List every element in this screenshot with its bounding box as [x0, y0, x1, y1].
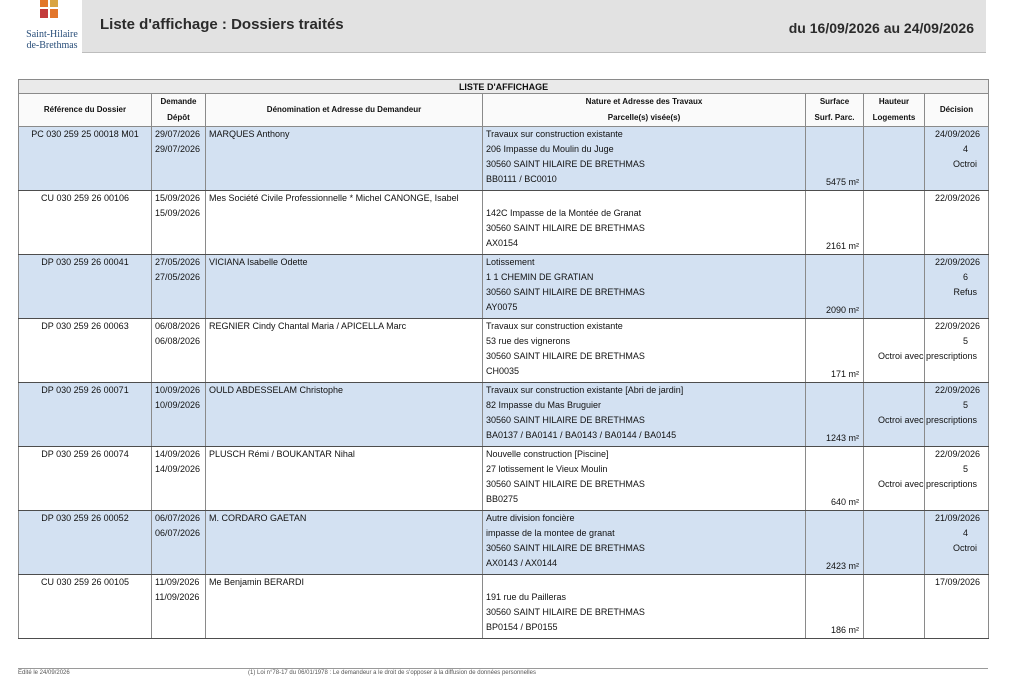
cell-demande-depot: 10/09/2026 10/09/2026 — [152, 383, 206, 447]
cell-demande-depot: 11/09/2026 11/09/2026 — [152, 575, 206, 639]
table-row — [19, 127, 989, 191]
footer-note: (1) Loi n°78-17 du 06/01/1978 : Le demandeur a le droit de s'opposer à la diffusion de données personnelles — [248, 670, 536, 676]
cell-surface: 640 m² — [806, 447, 864, 511]
cell-decision: 21/09/2026 4 Octroi — [925, 511, 989, 575]
cell-surface: 2090 m² — [806, 255, 864, 319]
cell-surface: 2161 m² — [806, 191, 864, 255]
cell-nature: Autre division foncière impasse de la montee de granat 30560 SAINT HILAIRE DE BRETHMAS AX0143 / AX0144 — [483, 511, 806, 575]
table-row — [19, 447, 989, 511]
cell-nature: 191 rue du Pailleras 30560 SAINT HILAIRE DE BRETHMAS BP0154 / BP0155 — [483, 575, 806, 639]
cell-hauteur — [864, 575, 925, 639]
cell-decision: 22/09/2026 6 Refus — [925, 255, 989, 319]
cell-reference: CU 030 259 26 00106 — [19, 191, 152, 255]
cell-surface: 5475 m² — [806, 127, 864, 191]
town-logo — [16, 0, 82, 56]
table-row — [19, 255, 989, 319]
cell-decision: 22/09/2026 5 Octroi avec prescriptions — [925, 319, 989, 383]
cell-surface: 171 m² — [806, 319, 864, 383]
cell-reference: DP 030 259 26 00052 — [19, 511, 152, 575]
cell-surface: 2423 m² — [806, 511, 864, 575]
table-row — [19, 383, 989, 447]
document-title: Liste d'affichage : Dossiers traités — [100, 16, 344, 33]
cell-reference: DP 030 259 26 00074 — [19, 447, 152, 511]
cell-denomination: VICIANA Isabelle Odette — [206, 255, 483, 319]
table-title: LISTE D'AFFICHAGE — [19, 80, 989, 94]
footer-edited: Edité le 24/09/2026 — [18, 670, 70, 676]
cell-nature: Travaux sur construction existante 206 Impasse du Moulin du Juge 30560 SAINT HILAIRE DE BRETHMAS BB0111 / BC0010 — [483, 127, 806, 191]
cell-reference: DP 030 259 26 00041 — [19, 255, 152, 319]
cell-demande-depot: 29/07/2026 29/07/2026 — [152, 127, 206, 191]
table-row — [19, 319, 989, 383]
header-surface: Surface Surf. Parc. — [806, 94, 864, 127]
cell-demande-depot: 27/05/2026 27/05/2026 — [152, 255, 206, 319]
cell-nature: 142C Impasse de la Montée de Granat 30560 SAINT HILAIRE DE BRETHMAS AX0154 — [483, 191, 806, 255]
date-range: du 16/09/2026 au 24/09/2026 — [788, 20, 974, 36]
cell-demande-depot: 15/09/2026 15/09/2026 — [152, 191, 206, 255]
cell-decision: 22/09/2026 — [925, 191, 989, 255]
cell-hauteur — [864, 127, 925, 191]
header-decision: Décision — [925, 94, 989, 127]
cell-nature: Travaux sur construction existante 53 rue des vignerons 30560 SAINT HILAIRE DE BRETHMAS CH0035 — [483, 319, 806, 383]
table-row — [19, 191, 989, 255]
cell-reference: DP 030 259 26 00063 — [19, 319, 152, 383]
header-demande: Demande Dépôt — [152, 94, 206, 127]
table-row — [19, 575, 989, 639]
cell-reference: CU 030 259 26 00105 — [19, 575, 152, 639]
cell-surface: 186 m² — [806, 575, 864, 639]
cell-denomination: OULD ABDESSELAM Christophe — [206, 383, 483, 447]
header-nature: Nature et Adresse des Travaux Parcelle(s) visée(s) — [483, 94, 806, 127]
cell-denomination: Me Benjamin BERARDI — [206, 575, 483, 639]
cell-denomination: PLUSCH Rémi / BOUKANTAR Nihal — [206, 447, 483, 511]
cell-reference: DP 030 259 26 00071 — [19, 383, 152, 447]
cell-demande-depot: 06/07/2026 06/07/2026 — [152, 511, 206, 575]
logo-emblem-icon — [40, 0, 58, 22]
cell-demande-depot: 14/09/2026 14/09/2026 — [152, 447, 206, 511]
cell-denomination: REGNIER Cindy Chantal Maria / APICELLA Marc — [206, 319, 483, 383]
logo-text: Saint-Hilaire de-Brethmas — [26, 29, 78, 51]
cell-hauteur — [864, 511, 925, 575]
document-header — [0, 0, 1024, 56]
header-denomination: Dénomination et Adresse du Demandeur — [206, 94, 483, 127]
display-list-table — [18, 79, 989, 639]
cell-nature: Travaux sur construction existante [Abri de jardin] 82 Impasse du Mas Bruguier 30560 SAINT HILAIRE DE BRETHMAS BA0137 / BA0141 / BA0143 / BA0144 / BA0145 — [483, 383, 806, 447]
table-row — [19, 511, 989, 575]
cell-denomination: M. CORDARO GAETAN — [206, 511, 483, 575]
cell-decision: 22/09/2026 5 Octroi avec prescriptions — [925, 383, 989, 447]
cell-demande-depot: 06/08/2026 06/08/2026 — [152, 319, 206, 383]
cell-decision: 22/09/2026 5 Octroi avec prescriptions — [925, 447, 989, 511]
cell-denomination: Mes Société Civile Professionnelle * Michel CANONGE, Isabel — [206, 191, 483, 255]
cell-hauteur — [864, 255, 925, 319]
cell-denomination: MARQUES Anthony — [206, 127, 483, 191]
cell-surface: 1243 m² — [806, 383, 864, 447]
cell-nature: Nouvelle construction [Piscine] 27 lotissement le Vieux Moulin 30560 SAINT HILAIRE DE BRETHMAS BB0275 — [483, 447, 806, 511]
cell-decision: 17/09/2026 — [925, 575, 989, 639]
cell-nature: Lotissement 1 1 CHEMIN DE GRATIAN 30560 SAINT HILAIRE DE BRETHMAS AY0075 — [483, 255, 806, 319]
cell-decision: 24/09/2026 4 Octroi — [925, 127, 989, 191]
cell-reference: PC 030 259 25 00018 M01 — [19, 127, 152, 191]
header-reference: Référence du Dossier — [19, 94, 152, 127]
header-hauteur: Hauteur Logements — [864, 94, 925, 127]
cell-hauteur — [864, 191, 925, 255]
